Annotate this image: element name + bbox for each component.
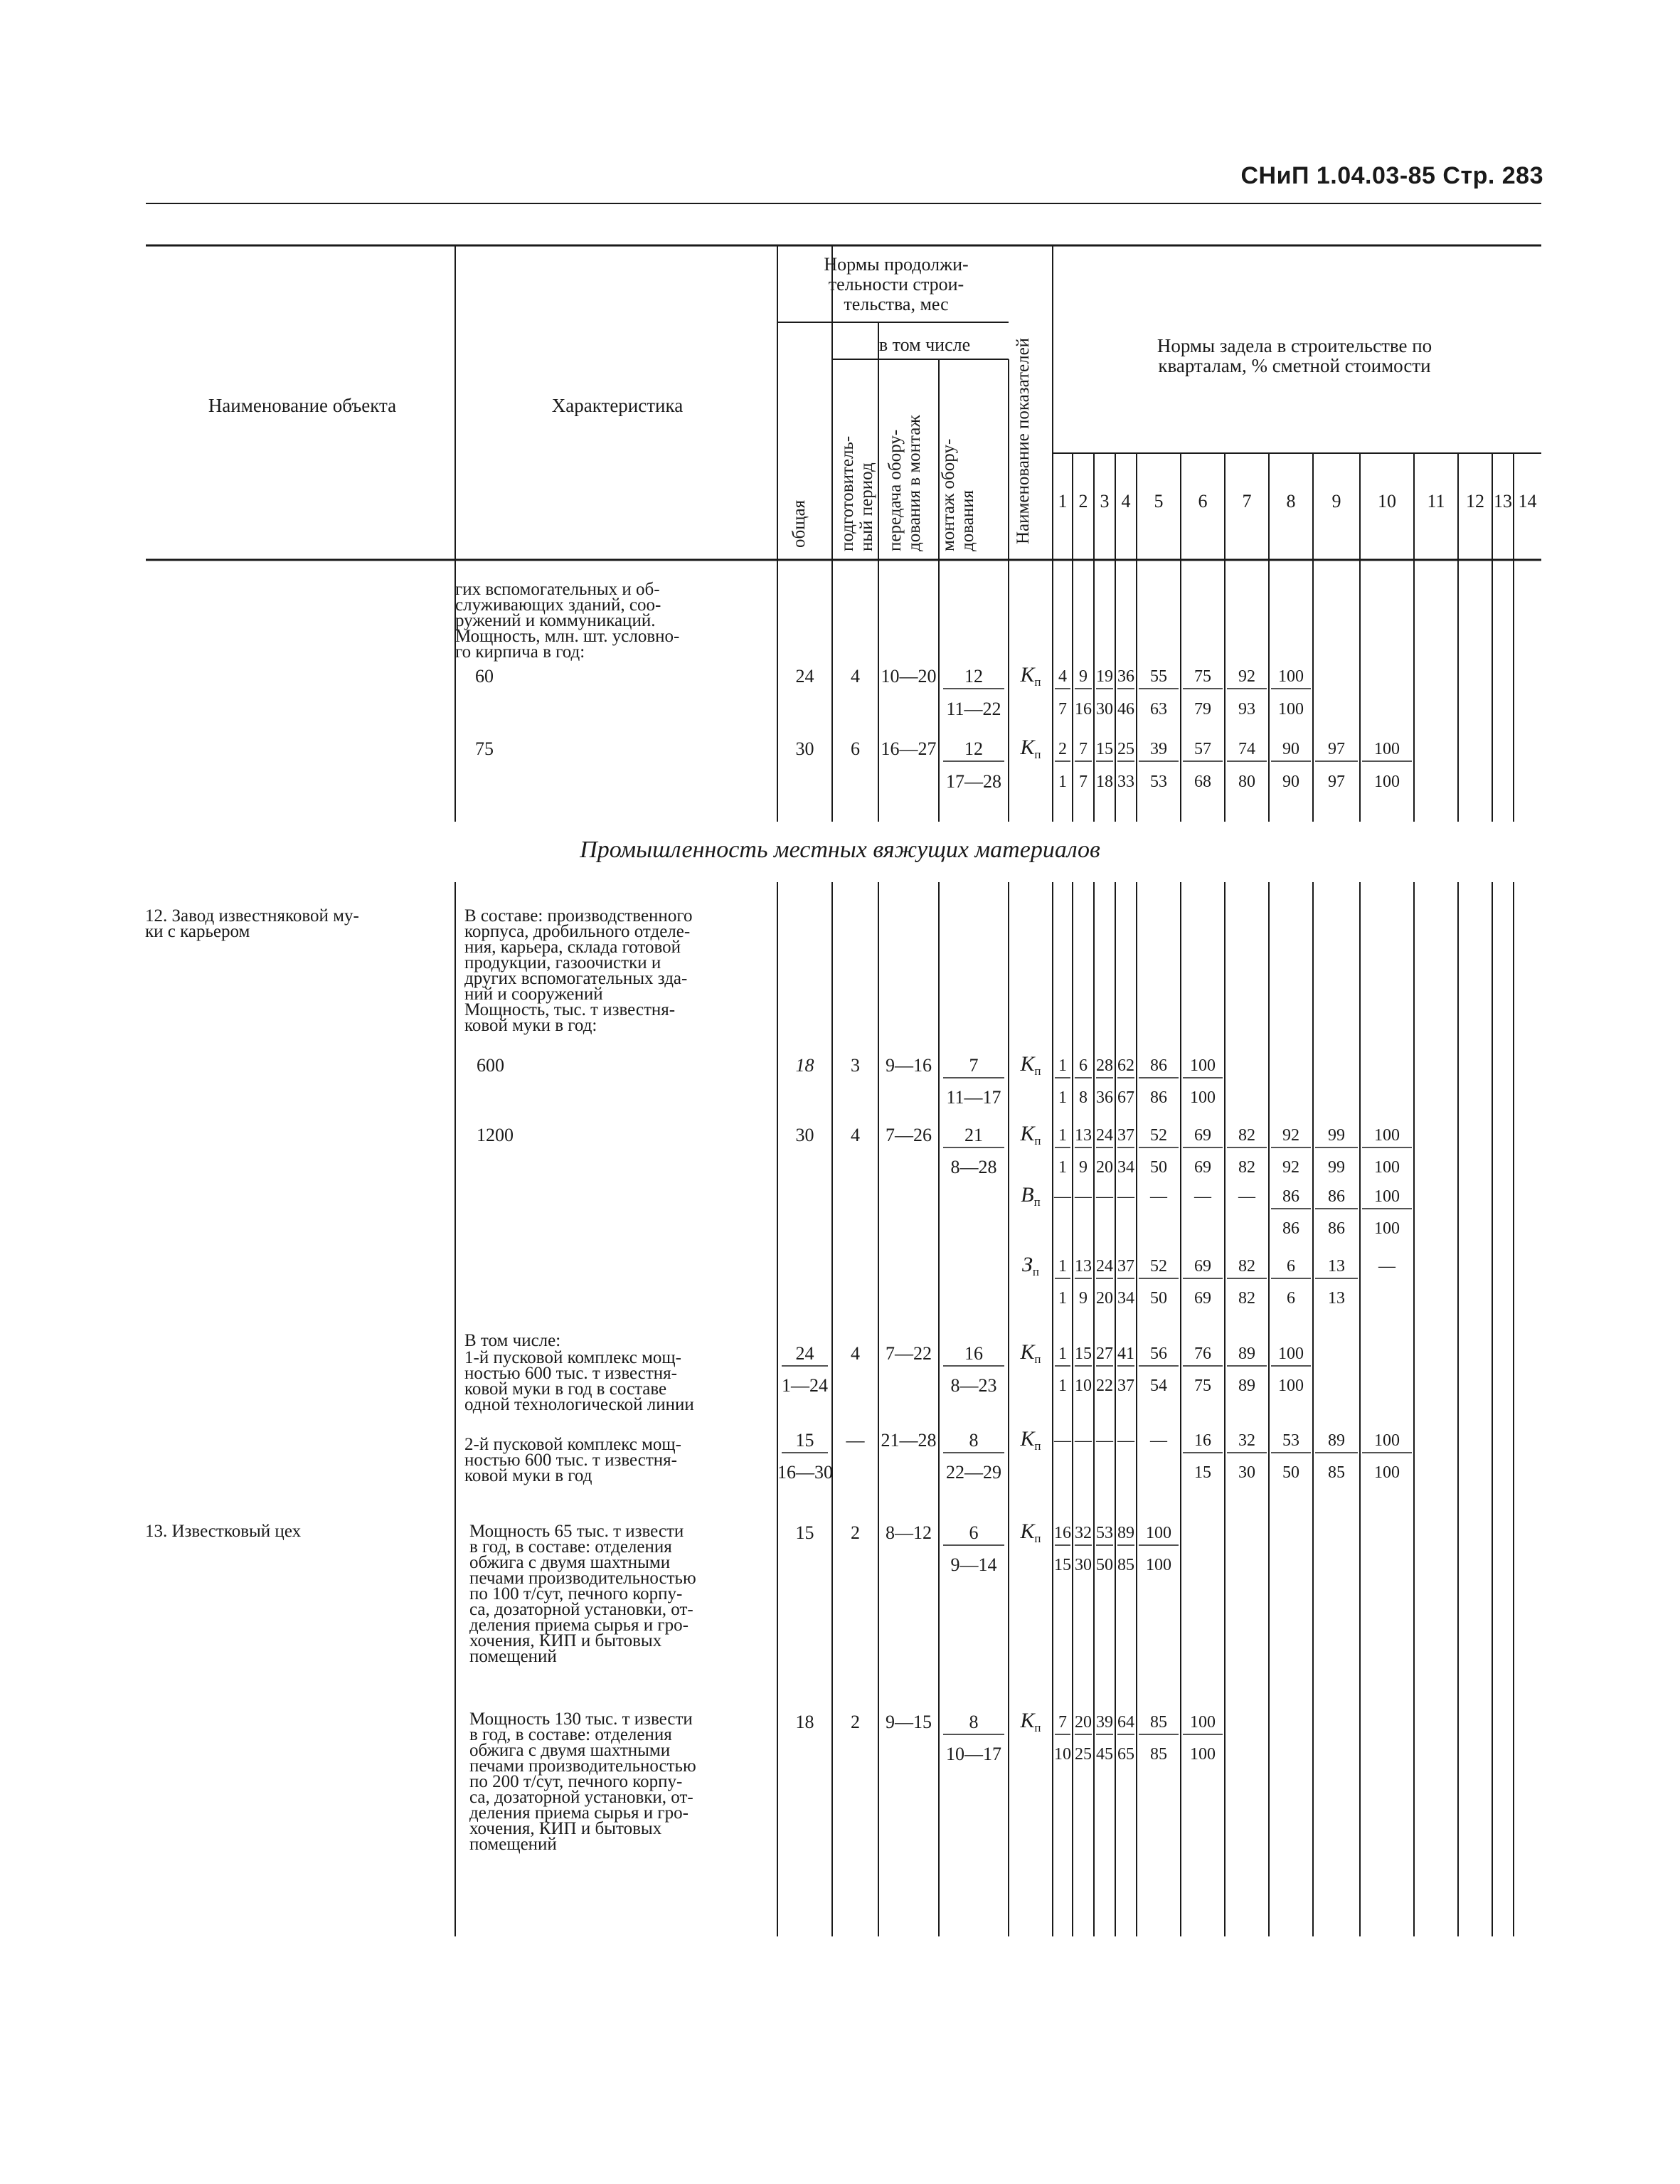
quarter-value-bottom: 86 <box>1150 1088 1167 1107</box>
quarter-header: 13 <box>1494 491 1512 511</box>
indicator-subscript: п <box>1034 748 1041 761</box>
install-value-top: 12 <box>964 738 983 759</box>
total-value: 30 <box>795 1125 814 1145</box>
quarter-value-top: — <box>1054 1187 1071 1206</box>
indicator-letter: К <box>1020 1427 1035 1451</box>
quarter-value-bottom: 99 <box>1328 1158 1345 1177</box>
quarter-value-top: 7 <box>1058 1713 1067 1732</box>
continued-characteristics: гих вспомогательных и об- служивающих зданий, соо- ружений и коммуникаций. Мощность, млн. шт. условно- го кирпича в год: <box>455 580 680 662</box>
indicator-label <box>1009 1253 1053 1281</box>
quarter-value-top: 86 <box>1150 1056 1167 1075</box>
transfer-value: 16—27 <box>881 738 937 759</box>
install-value-bottom: 22—29 <box>946 1462 1001 1483</box>
quarter-value-bottom: 85 <box>1328 1463 1345 1482</box>
quarter-value-bottom: 53 <box>1150 773 1167 791</box>
quarter-value-top: 32 <box>1075 1524 1092 1542</box>
quarter-value-top: 74 <box>1238 740 1255 758</box>
quarter-value-top: 82 <box>1238 1257 1255 1276</box>
install-value-top: 6 <box>969 1522 979 1543</box>
quarter-value-top: 16 <box>1054 1524 1071 1542</box>
quarter-value-bottom: 100 <box>1374 1158 1400 1177</box>
quarter-value-top: 75 <box>1194 667 1211 686</box>
quarter-header: 7 <box>1242 491 1252 511</box>
quarter-value-bottom: 18 <box>1096 773 1113 791</box>
indicator-subscript: п <box>1032 1265 1039 1278</box>
quarter-value-top: 100 <box>1190 1713 1216 1732</box>
quarter-value-top: — <box>1117 1187 1134 1206</box>
indicator-letter: К <box>1020 1520 1035 1543</box>
quarter-header: 3 <box>1100 491 1110 511</box>
quarter-value-top: 82 <box>1238 1126 1255 1145</box>
indicator-subscript: п <box>1034 1064 1041 1078</box>
install-value-bottom: 8—23 <box>950 1375 997 1396</box>
quarter-value-bottom: 80 <box>1238 773 1255 791</box>
indicator-label <box>1009 1522 1053 1548</box>
capacity-label: 1200 <box>477 1125 514 1145</box>
quarter-value-top: 100 <box>1374 1126 1400 1145</box>
quarter-header: 4 <box>1121 491 1131 511</box>
prep-value: 6 <box>851 738 860 759</box>
total-value: 15 <box>795 1522 814 1543</box>
quarter-value-top: 86 <box>1282 1187 1299 1206</box>
quarter-value-bottom: 1 <box>1058 1289 1067 1308</box>
quarter-value-top: 16 <box>1194 1431 1211 1450</box>
indicator-label <box>1009 1427 1053 1456</box>
indicator-label <box>1009 738 1053 764</box>
prep-value: 4 <box>851 666 860 687</box>
quarter-value-top: 25 <box>1117 740 1134 758</box>
quarter-value-top: — <box>1194 1187 1211 1206</box>
quarter-value-top: 53 <box>1282 1431 1299 1450</box>
quarter-value-top: 56 <box>1150 1345 1167 1363</box>
quarter-value-top: 53 <box>1096 1524 1113 1542</box>
quarter-value-top: 7 <box>1079 740 1088 758</box>
col-indicator-header: Наименование показателей <box>1014 337 1033 544</box>
quarter-value-bottom: 93 <box>1238 700 1255 719</box>
quarter-value-bottom: 65 <box>1117 1745 1134 1764</box>
col-backlog-header: Нормы задела в строительстве по кварталам, % сметной стоимости <box>1157 335 1432 376</box>
quarter-value-bottom: 15 <box>1194 1463 1211 1482</box>
quarter-header: 11 <box>1427 491 1445 511</box>
install-value-top: 21 <box>964 1125 983 1145</box>
quarter-value-top: 89 <box>1328 1431 1345 1450</box>
quarter-value-bottom: 37 <box>1117 1377 1134 1395</box>
quarter-value-top: 100 <box>1374 1431 1400 1450</box>
quarter-value-top: 89 <box>1238 1345 1255 1363</box>
obj13-a-text: Мощность 65 тыс. т извести в год, в составе: отделения обжига с двумя шахтными печами производительностью по 100 т/сут, печного корпу- са, дозаторной установки, от- деления приема сырья и гро- хочения, КИП и бытовых помещений <box>469 1522 696 1666</box>
quarter-header: 1 <box>1058 491 1068 511</box>
quarter-value-top: 100 <box>1278 1345 1304 1363</box>
col-char-header: Характеристика <box>551 395 684 416</box>
quarter-value-bottom: 8 <box>1079 1088 1088 1107</box>
quarter-value-top: — <box>1054 1431 1071 1450</box>
prep-value: 4 <box>851 1125 860 1145</box>
indicator-subscript: п <box>1034 675 1041 689</box>
indicator-subscript: п <box>1034 1134 1041 1147</box>
col-install-header: монтаж обору- дования <box>939 438 977 551</box>
quarter-value-bottom: 100 <box>1190 1088 1216 1107</box>
quarter-value-top: 52 <box>1150 1126 1167 1145</box>
quarter-value-bottom: 90 <box>1282 773 1299 791</box>
quarter-value-top: 1 <box>1058 1126 1067 1145</box>
quarter-value-bottom: 86 <box>1282 1219 1299 1238</box>
install-value-top: 12 <box>964 666 983 687</box>
quarter-value-top: 85 <box>1150 1713 1167 1732</box>
quarter-value-bottom: 13 <box>1328 1289 1345 1308</box>
quarter-header: 9 <box>1331 491 1341 511</box>
prep-value: 4 <box>851 1343 860 1364</box>
install-value-top: 8 <box>969 1430 979 1451</box>
install-value-bottom: 9—14 <box>950 1554 997 1575</box>
quarter-header: 2 <box>1078 491 1088 511</box>
indicator-label <box>1009 1709 1053 1737</box>
quarter-value-top: 1 <box>1058 1056 1067 1075</box>
indicator-subscript: п <box>1033 1195 1041 1209</box>
quarter-value-top: 13 <box>1328 1257 1345 1276</box>
quarter-value-top: 37 <box>1117 1257 1134 1276</box>
quarter-value-bottom: 30 <box>1075 1556 1092 1574</box>
col-including-header: в том числе <box>878 334 971 355</box>
quarter-value-bottom: 36 <box>1096 1088 1113 1107</box>
quarter-value-bottom: 30 <box>1238 1463 1255 1482</box>
quarter-value-top: 24 <box>1096 1257 1113 1276</box>
quarter-value-top: — <box>1378 1257 1395 1276</box>
col-transfer-header: передача обору- дования в монтаж <box>886 415 924 551</box>
transfer-value: 7—22 <box>886 1343 932 1364</box>
quarter-value-bottom: 15 <box>1054 1556 1071 1574</box>
prep-value: 2 <box>851 1712 860 1732</box>
quarter-value-bottom: 45 <box>1096 1745 1113 1764</box>
total-value: 24 <box>795 666 814 687</box>
page-header: СНиП 1.04.03-85 Стр. 283 <box>1240 162 1543 189</box>
col-prep-header: подготовитель- ный период <box>838 435 876 551</box>
prep-value: 2 <box>851 1522 860 1543</box>
quarter-value-top: — <box>1238 1187 1255 1206</box>
quarter-value-bottom: 22 <box>1096 1377 1113 1395</box>
quarter-value-bottom: 1 <box>1058 1377 1067 1395</box>
indicator-letter: К <box>1020 1709 1035 1732</box>
quarter-value-top: 86 <box>1328 1187 1345 1206</box>
quarter-value-bottom: 82 <box>1238 1289 1255 1308</box>
quarter-value-bottom: 1 <box>1058 1088 1067 1107</box>
install-value-top: 16 <box>964 1343 983 1364</box>
quarter-value-bottom: 6 <box>1287 1289 1295 1308</box>
indicator-letter: К <box>1020 1052 1035 1076</box>
quarter-value-bottom: 50 <box>1150 1289 1167 1308</box>
quarter-value-top: 32 <box>1238 1431 1255 1450</box>
transfer-value: 8—12 <box>886 1522 932 1543</box>
col-object-header: Наименование объекта <box>208 395 397 416</box>
quarter-value-top: 13 <box>1075 1126 1092 1145</box>
quarter-header: 12 <box>1466 491 1484 511</box>
quarter-value-bottom: 75 <box>1194 1377 1211 1395</box>
quarter-header: 6 <box>1198 491 1208 511</box>
quarter-value-bottom: 100 <box>1278 1377 1304 1395</box>
quarter-value-top: 20 <box>1075 1713 1092 1732</box>
install-value-bottom: 17—28 <box>946 771 1001 792</box>
quarter-value-bottom: 50 <box>1150 1158 1167 1177</box>
total-value: 18 <box>795 1055 814 1076</box>
quarter-value-bottom: 25 <box>1075 1745 1092 1764</box>
section-title: Промышленность местных вяжущих материалов <box>580 837 1100 863</box>
quarter-value-bottom: 85 <box>1117 1556 1134 1574</box>
quarter-value-top: 24 <box>1096 1126 1113 1145</box>
quarter-value-top: 1 <box>1058 1345 1067 1363</box>
transfer-value: 21—28 <box>881 1430 937 1451</box>
quarter-value-top: 9 <box>1079 667 1088 686</box>
quarter-value-top: 13 <box>1075 1257 1092 1276</box>
quarter-value-bottom: 68 <box>1194 773 1211 791</box>
obj12-p1-text: 1-й пусковой комплекс мощ- ностью 600 тыс. т известня- ковой муки в год в составе одной технологической линии <box>464 1348 694 1414</box>
obj12-characteristics: В составе: производственного корпуса, дробильного отделе- ния, карьера, склада готовой продукции, газоочистки и других вспомогательных зда- ний и сооружений Мощность, тыс. т известня- ковой муки в год: <box>464 906 693 1035</box>
quarter-value-bottom: 54 <box>1150 1377 1167 1395</box>
quarter-value-top: 15 <box>1096 740 1113 758</box>
obj12-p2-text: 2-й пусковой комплекс мощ- ностью 600 тыс. т известня- ковой муки в год <box>464 1435 682 1485</box>
prep-value: — <box>846 1430 865 1451</box>
quarter-value-bottom: 63 <box>1150 700 1167 719</box>
quarter-value-top: 64 <box>1117 1713 1134 1732</box>
capacity-label: 600 <box>477 1055 504 1076</box>
indicator-label <box>1009 663 1053 691</box>
indicator-letter: К <box>1020 1122 1035 1145</box>
quarter-value-top: 69 <box>1194 1257 1211 1276</box>
quarter-value-bottom: 7 <box>1079 773 1088 791</box>
prep-value: 3 <box>851 1055 860 1076</box>
obj12-name: 12. Завод известняковой му- ки с карьером <box>145 906 359 941</box>
quarter-value-bottom: 10 <box>1054 1745 1071 1764</box>
total-value-top: 24 <box>795 1343 814 1364</box>
total-value-bottom: 1—24 <box>782 1375 828 1396</box>
quarter-value-bottom: 100 <box>1374 773 1400 791</box>
quarter-value-bottom: 33 <box>1117 773 1134 791</box>
quarter-value-bottom: 69 <box>1194 1158 1211 1177</box>
quarter-value-top: 41 <box>1117 1345 1134 1363</box>
quarter-value-bottom: 34 <box>1117 1289 1134 1308</box>
quarter-value-top: 37 <box>1117 1126 1134 1145</box>
quarter-header: 14 <box>1518 491 1537 511</box>
quarter-header: 8 <box>1286 491 1296 511</box>
quarter-value-bottom: 100 <box>1190 1745 1216 1764</box>
total-value: 18 <box>795 1712 814 1732</box>
quarter-value-top: 99 <box>1328 1126 1345 1145</box>
quarter-value-top: 15 <box>1075 1345 1092 1363</box>
quarter-value-top: 100 <box>1146 1524 1171 1542</box>
total-value: 30 <box>795 738 814 759</box>
quarter-value-top: 89 <box>1117 1524 1134 1542</box>
transfer-value: 9—15 <box>886 1712 932 1732</box>
quarter-value-bottom: 100 <box>1146 1556 1171 1574</box>
quarter-value-bottom: 50 <box>1096 1556 1113 1574</box>
total-value-top: 15 <box>795 1430 814 1451</box>
quarter-value-bottom: 34 <box>1117 1158 1134 1177</box>
install-value-bottom: 8—28 <box>950 1157 997 1177</box>
quarter-value-top: 28 <box>1096 1056 1113 1075</box>
indicator-letter: З <box>1022 1253 1033 1276</box>
quarter-value-top: 6 <box>1287 1257 1295 1276</box>
quarter-value-top: 92 <box>1238 667 1255 686</box>
install-value-bottom: 11—22 <box>946 699 1001 719</box>
quarter-value-bottom: 82 <box>1238 1158 1255 1177</box>
quarter-value-bottom: 89 <box>1238 1377 1255 1395</box>
indicator-label <box>1009 1183 1053 1212</box>
quarter-header: 5 <box>1154 491 1164 511</box>
quarter-value-bottom: 1 <box>1058 773 1067 791</box>
install-value-bottom: 11—17 <box>946 1087 1001 1108</box>
quarter-value-top: 36 <box>1117 667 1134 686</box>
indicator-label <box>1009 1340 1053 1369</box>
quarter-value-bottom: 30 <box>1096 700 1113 719</box>
quarter-value-bottom: 100 <box>1374 1463 1400 1482</box>
col-total-header: общая <box>790 499 809 548</box>
quarter-value-top: 6 <box>1079 1056 1088 1075</box>
quarter-value-bottom: 86 <box>1328 1219 1345 1238</box>
indicator-letter: К <box>1020 1340 1035 1364</box>
quarter-value-top: — <box>1150 1187 1167 1206</box>
indicator-label <box>1009 1122 1053 1150</box>
install-value-top: 8 <box>969 1712 979 1732</box>
quarter-value-top: 62 <box>1117 1056 1134 1075</box>
quarter-value-top: 92 <box>1282 1126 1299 1145</box>
quarter-value-top: 52 <box>1150 1257 1167 1276</box>
install-value-top: 7 <box>969 1055 979 1076</box>
quarter-value-top: — <box>1096 1187 1113 1206</box>
quarter-value-top: — <box>1096 1431 1113 1450</box>
quarter-value-bottom: 7 <box>1058 700 1067 719</box>
quarter-value-top: 69 <box>1194 1126 1211 1145</box>
quarter-value-top: 4 <box>1058 667 1067 686</box>
indicator-letter: В <box>1021 1183 1034 1207</box>
indicator-letter: К <box>1020 736 1035 759</box>
quarter-value-bottom: 92 <box>1282 1158 1299 1177</box>
col-norms-header: Нормы продолжи- тельности строи- тельства, мес <box>824 254 969 314</box>
quarter-value-top: 55 <box>1150 667 1167 686</box>
quarter-value-top: — <box>1150 1431 1167 1450</box>
indicator-subscript: п <box>1034 1352 1041 1366</box>
quarter-value-bottom: 100 <box>1374 1219 1400 1238</box>
install-value-bottom: 10—17 <box>946 1744 1001 1764</box>
quarter-value-top: 1 <box>1058 1257 1067 1276</box>
quarter-value-bottom: 69 <box>1194 1289 1211 1308</box>
indicator-subscript: п <box>1034 1532 1041 1545</box>
indicator-subscript: п <box>1034 1439 1041 1453</box>
indicator-subscript: п <box>1034 1721 1041 1734</box>
transfer-value: 7—26 <box>886 1125 932 1145</box>
quarter-value-top: 57 <box>1194 740 1211 758</box>
quarter-value-bottom: 1 <box>1058 1158 1067 1177</box>
capacity-label: 75 <box>475 738 494 759</box>
quarter-value-top: 39 <box>1096 1713 1113 1732</box>
quarter-value-top: 100 <box>1278 667 1304 686</box>
quarter-value-top: — <box>1117 1431 1134 1450</box>
quarter-value-top: 27 <box>1096 1345 1113 1363</box>
indicator-label <box>1009 1052 1053 1081</box>
quarter-value-top: 2 <box>1058 740 1067 758</box>
quarter-value-bottom: 97 <box>1328 773 1345 791</box>
capacity-label: 60 <box>475 666 494 687</box>
quarter-value-bottom: 9 <box>1079 1158 1088 1177</box>
quarter-value-top: 19 <box>1096 667 1113 686</box>
quarter-value-bottom: 46 <box>1117 700 1134 719</box>
quarter-value-bottom: 50 <box>1282 1463 1299 1482</box>
quarter-value-top: — <box>1075 1431 1092 1450</box>
quarter-value-bottom: 20 <box>1096 1289 1113 1308</box>
indicator-letter: К <box>1020 663 1035 687</box>
quarter-value-top: — <box>1075 1187 1092 1206</box>
quarter-value-top: 100 <box>1190 1056 1216 1075</box>
quarter-value-top: 39 <box>1150 740 1167 758</box>
obj12-including: В том числе: <box>464 1331 561 1350</box>
quarter-value-top: 97 <box>1328 740 1345 758</box>
total-value-bottom: 16—30 <box>777 1462 833 1483</box>
transfer-value: 9—16 <box>886 1055 932 1076</box>
quarter-value-bottom: 85 <box>1150 1745 1167 1764</box>
transfer-value: 10—20 <box>881 666 937 687</box>
quarter-value-top: 76 <box>1194 1345 1211 1363</box>
obj13-name: 13. Известковый цех <box>145 1522 302 1541</box>
quarter-value-bottom: 10 <box>1075 1377 1092 1395</box>
obj13-b-text: Мощность 130 тыс. т извести в год, в составе: отделения обжига с двумя шахтными печами производительностью по 200 т/сут, печного корпу- са, дозаторной установки, от- деления приема сырья и гро- хочения, КИП и бытовых помещений <box>469 1709 696 1854</box>
quarter-value-bottom: 79 <box>1194 700 1211 719</box>
quarter-value-top: 100 <box>1374 740 1400 758</box>
quarter-header: 10 <box>1378 491 1396 511</box>
quarter-value-bottom: 16 <box>1075 700 1092 719</box>
quarter-value-bottom: 20 <box>1096 1158 1113 1177</box>
quarter-value-bottom: 9 <box>1079 1289 1088 1308</box>
quarter-value-top: 90 <box>1282 740 1299 758</box>
quarter-value-bottom: 100 <box>1278 700 1304 719</box>
quarter-value-top: 100 <box>1374 1187 1400 1206</box>
quarter-value-bottom: 67 <box>1117 1088 1134 1107</box>
